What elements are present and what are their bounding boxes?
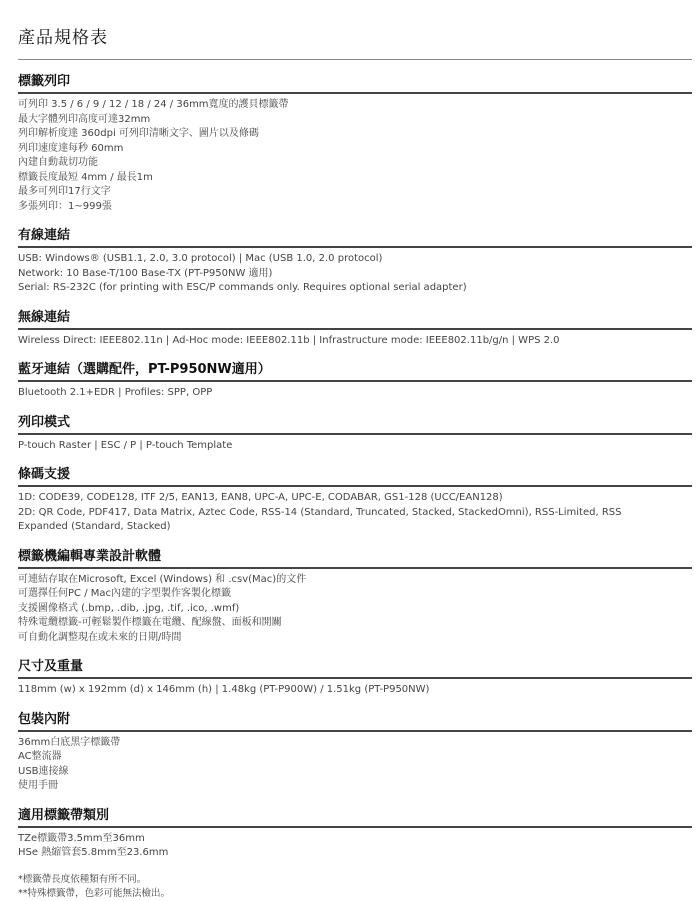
spec-section: [18, 549, 692, 646]
section-divider: [18, 567, 692, 569]
section-divider: [18, 730, 692, 732]
section-heading: 列印模式: [18, 414, 71, 430]
spec-line: 最大字體列印高度可達32mm: [18, 113, 151, 125]
spec-line: 支援圖像格式 (.bmp, .dib, .jpg, .tif, .ico, .wmf): [18, 602, 240, 614]
spec-section: [18, 228, 692, 296]
spec-line: Serial: RS-232C (for printing with ESC/P commands only. Requires optional serial adapter): [18, 282, 467, 293]
spec-line: Network: 10 Base-T/100 Base-TX (PT-P950NW 適用): [18, 267, 273, 279]
spec-line: 內建自動裁切功能: [18, 157, 98, 168]
spec-line: USB: Windows® (USB1.1, 2.0, 3.0 protocol) | Mac (USB 1.0, 2.0 protocol): [18, 253, 383, 264]
spec-section: [18, 659, 692, 698]
footnote: **特殊標籤帶，色彩可能無法檢出。: [18, 887, 171, 899]
section-heading: 標籤機編輯專業設計軟體: [18, 548, 162, 564]
footnote: *標籤帶長度依種類有所不同。: [18, 873, 147, 885]
spec-line: 2D: QR Code, PDF417, Data Matrix, Aztec Code, RSS-14 (Standard, Truncated, Stacked, StackedOmni), RSS-Limited, RSS Expanded (Standard, Stacked): [18, 506, 622, 532]
section-heading: 有線連結: [18, 228, 71, 243]
spec-section: [18, 310, 692, 349]
spec-line: 標籤長度最短 4mm / 最長1m: [18, 171, 153, 183]
spec-line: 最多可列印17行文字: [18, 186, 111, 197]
spec-line: 使用手冊: [18, 780, 58, 791]
title-divider: [18, 59, 692, 60]
spec-line: P-touch Raster | ESC / P | P-touch Template: [18, 439, 233, 451]
spec-line: 特殊電纜標籤-可輕鬆製作標籤在電纜、配線盤、面板和開關: [18, 617, 282, 628]
spec-section: [18, 712, 692, 794]
spec-line: 列印解析度達 360dpi 可列印清晰文字、圖片以及條碼: [18, 128, 259, 139]
spec-line: 多張列印：1~999張: [18, 200, 112, 212]
page-title: 產品規格表: [18, 28, 108, 48]
spec-line: 可連結存取在Microsoft, Excel (Windows) 和 .csv(Mac)的文件: [18, 573, 307, 585]
section-heading: 包裝內附: [18, 711, 71, 727]
spec-line: 1D: CODE39, CODE128, ITF 2/5, EAN13, EAN8, UPC-A, UPC-E, CODABAR, GS1-128 (UCC/EAN128): [18, 492, 503, 503]
section-divider: [18, 246, 692, 248]
spec-section: [18, 467, 692, 535]
spec-section: [18, 808, 692, 861]
spec-line: Bluetooth 2.1+EDR | Profiles: SPP, OPP: [18, 387, 213, 398]
spec-line: 列印速度達每秒 60mm: [18, 142, 124, 154]
spec-sections: [18, 74, 692, 861]
section-heading: 條碼支援: [18, 467, 71, 482]
section-divider: [18, 826, 692, 828]
section-divider: [18, 328, 692, 330]
section-divider: [18, 677, 692, 679]
spec-line: AC整流器: [18, 751, 62, 762]
section-divider: [18, 92, 692, 94]
spec-section: [18, 362, 692, 401]
spec-line: HSe 熱縮管套5.8mm至23.6mm: [18, 847, 169, 858]
spec-line: TZe標籤帶3.5mm至36mm: [18, 832, 145, 844]
section-heading: 適用標籤帶類別: [18, 807, 110, 823]
section-divider: [18, 380, 692, 382]
section-heading: 尺寸及重量: [18, 659, 84, 674]
spec-line: 可選擇任何PC / Mac內建的字型製作客製化標籤: [18, 588, 231, 599]
spec-line: 可自動化調整現在或未來的日期/時間: [18, 631, 182, 643]
spec-section: [18, 415, 692, 454]
spec-line: Wireless Direct: IEEE802.11n | Ad-Hoc mode: IEEE802.11b | Infrastructure mode: IEEE802.11b/g/n | WPS 2.0: [18, 334, 560, 346]
section-heading: 標籤列印: [18, 74, 71, 89]
section-heading: 藍牙連結（選購配件，PT-P950NW適用）: [18, 362, 271, 377]
spec-line: USB連接線: [18, 765, 69, 777]
spec-line: 118mm (w) x 192mm (d) x 146mm (h) | 1.48kg (PT-P900W) / 1.51kg (PT-P950NW): [18, 684, 430, 695]
section-divider: [18, 485, 692, 487]
section-divider: [18, 433, 692, 435]
spec-line: 36mm白底黑字標籤帶: [18, 736, 121, 748]
section-heading: 無線連結: [18, 309, 71, 325]
spec-section: [18, 74, 692, 214]
footnotes: [18, 873, 692, 901]
spec-line: 可列印 3.5 / 6 / 9 / 12 / 18 / 24 / 36mm寬度的護貝標籤帶: [18, 99, 289, 110]
